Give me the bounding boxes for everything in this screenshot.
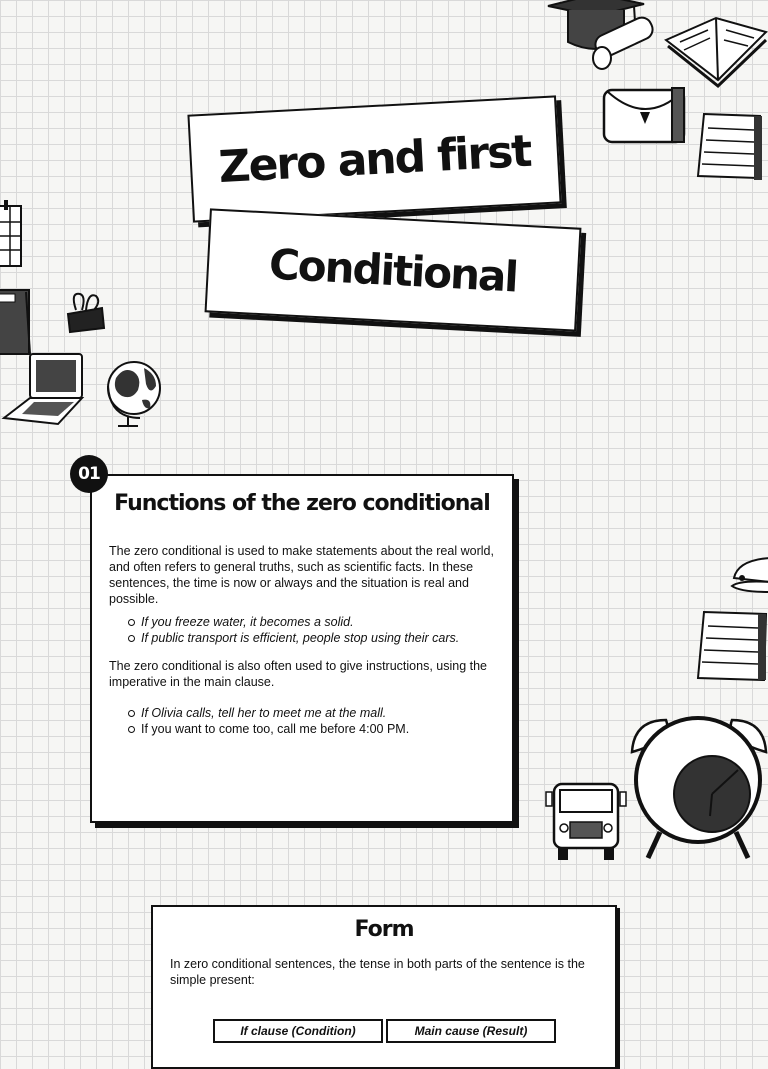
table-header-if-clause: If clause (Condition)	[213, 1019, 383, 1043]
list-item: If Olivia calls, tell her to meet me at the mall.	[128, 705, 512, 721]
alarm-clock-icon	[630, 690, 768, 862]
section-number-badge: 01	[70, 455, 108, 493]
open-book-icon	[662, 10, 768, 84]
laptop-icon	[2, 352, 86, 428]
form-table	[210, 1019, 559, 1043]
stapler-icon	[730, 556, 768, 598]
notepad-icon	[696, 112, 764, 182]
section-heading: Form	[354, 917, 414, 942]
section-paragraph: In zero conditional sentences, the tense in both parts of the sentence is the simple present:	[170, 957, 585, 987]
section-paragraph: The zero conditional is also often used to give instructions, using the imperative in the main clause.	[109, 659, 487, 689]
page-title-line1: Zero and first	[217, 125, 532, 193]
title-card-line1	[187, 95, 561, 222]
diploma-scroll-icon	[586, 12, 662, 76]
section-heading: Functions of the zero conditional	[114, 491, 490, 516]
notepad-icon	[696, 610, 768, 684]
list-item: If you want to come too, call me before 4:00 PM.	[128, 721, 512, 737]
table-header-main-clause: Main cause (Result)	[386, 1019, 556, 1043]
page-title-line2: Conditional	[267, 239, 519, 301]
zero-conditional-functions-card	[90, 474, 514, 823]
form-card	[151, 905, 617, 1069]
example-list	[128, 614, 512, 646]
list-item: If public transport is efficient, people stop using their cars.	[128, 630, 512, 646]
example-list	[128, 705, 512, 737]
binder-icon	[0, 288, 34, 358]
satchel-icon	[602, 82, 690, 146]
title-card-line2	[205, 208, 582, 331]
list-item: If you freeze water, it becomes a solid.	[128, 614, 512, 630]
binder-clip-icon	[64, 290, 106, 334]
globe-icon	[104, 356, 168, 430]
section-paragraph: The zero conditional is used to make statements about the real world, and often refers to general truths, such as scientific facts. In these sentences, the time is now or always and the situation is real and possible.	[109, 544, 494, 606]
school-bus-icon	[546, 778, 626, 862]
calendar-icon	[0, 200, 24, 270]
